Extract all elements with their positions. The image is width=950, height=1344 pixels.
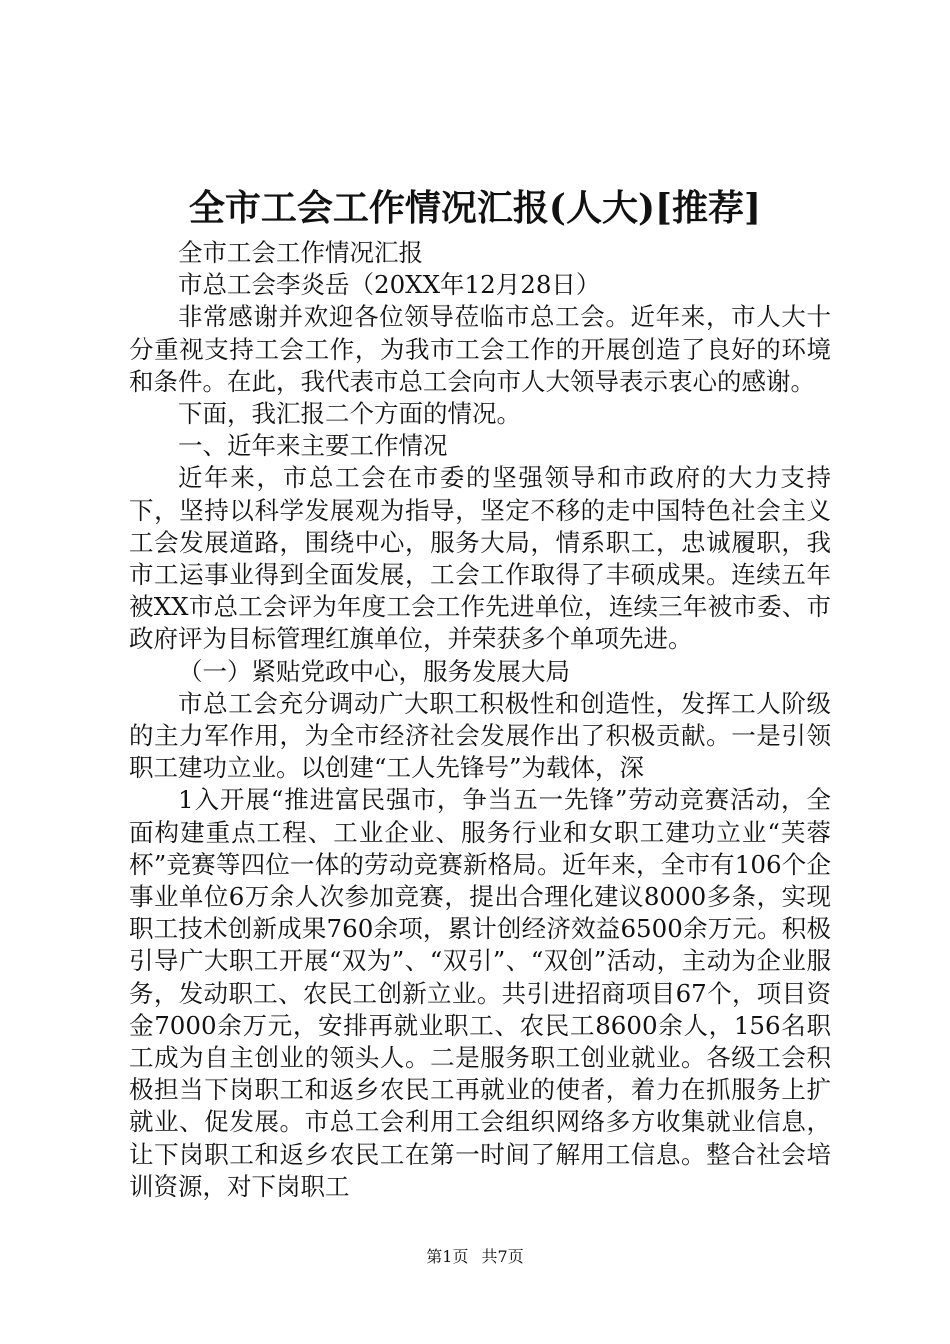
paragraph-author-date: 市总工会李炎岳（20XX年12月28日） <box>178 270 601 300</box>
paragraph-overview: 近年来，市总工会在市委的坚强领导和市政府的大力支持下，坚持以科学发展观为指导，坚定不移的走中国特色社会主义工会发展道路，围绕中心，服务大局，情系职工，忠诚履职，我市工运事业得到全面发展，工会工作取得了丰硕成果。连续五年被XX市总工会评为年度工会工作先进单位，连续三年被市委、市政府评为目标管理红旗单位，并荣获多个单项先进。 <box>129 463 831 654</box>
page-total: 共7页 <box>481 1247 524 1266</box>
paragraph-opening: 非常感谢并欢迎各位领导莅临市总工会。近年来，市人大十分重视支持工会工作，为我市工会工作的开展创造了良好的环境和条件。在此，我代表市总工会向市人大领导表示衷心的感谢。 <box>129 302 831 396</box>
paragraph-report-heading: 全市工会工作情况汇报 <box>178 238 423 267</box>
paragraph-workers: 市总工会充分调动广大职工积极性和创造性，发挥工人阶级的主力军作用，为全市经济社会发展作出了积极贡献。一是引领职工建功立业。以创建“工人先锋号”为载体，深 <box>129 688 831 783</box>
document-body <box>129 237 831 1203</box>
page-number: 第1页 <box>426 1247 469 1266</box>
subsection-heading-1: （一）紧贴党政中心，服务发展大局 <box>178 656 570 686</box>
paragraph-competition: 1入开展“推进富民强市，争当五一先锋”劳动竞赛活动，全面构建重点工程、工业企业、服务行业和女职工建功立业“芙蓉杯”竞赛等四位一体的劳动竞赛新格局。近年来，全市有106个企事业单位6万余人次参加竞赛，提出合理化建议8000多条，实现职工技术创新成果760余项，累计创经济效益6500余万元。积极引导广大职工开展“双为”、“双引”、“双创”活动，主动为企业服务，发动职工、农民工创新立业。共引进招商项目67个，项目资金7000余万元，安排再就业职工、农民工8600余人，156名职工成为自主创业的领头人。二是服务职工创业就业。各级工会积极担当下岗职工和返乡农民工再就业的使者，着力在抓服务上扩就业、促发展。市总工会利用工会组织网络多方收集就业信息，让下岗职工和返乡农民工在第一时间了解用工信息。整合社会培训资源，对下岗职工 <box>129 785 831 1201</box>
paragraph-intro: 下面，我汇报二个方面的情况。 <box>178 399 521 429</box>
section-heading-1: 一、近年来主要工作情况 <box>178 431 448 461</box>
page-footer <box>0 1246 950 1268</box>
document-title: 全市工会工作情况汇报(人大)[推荐] <box>188 187 762 229</box>
